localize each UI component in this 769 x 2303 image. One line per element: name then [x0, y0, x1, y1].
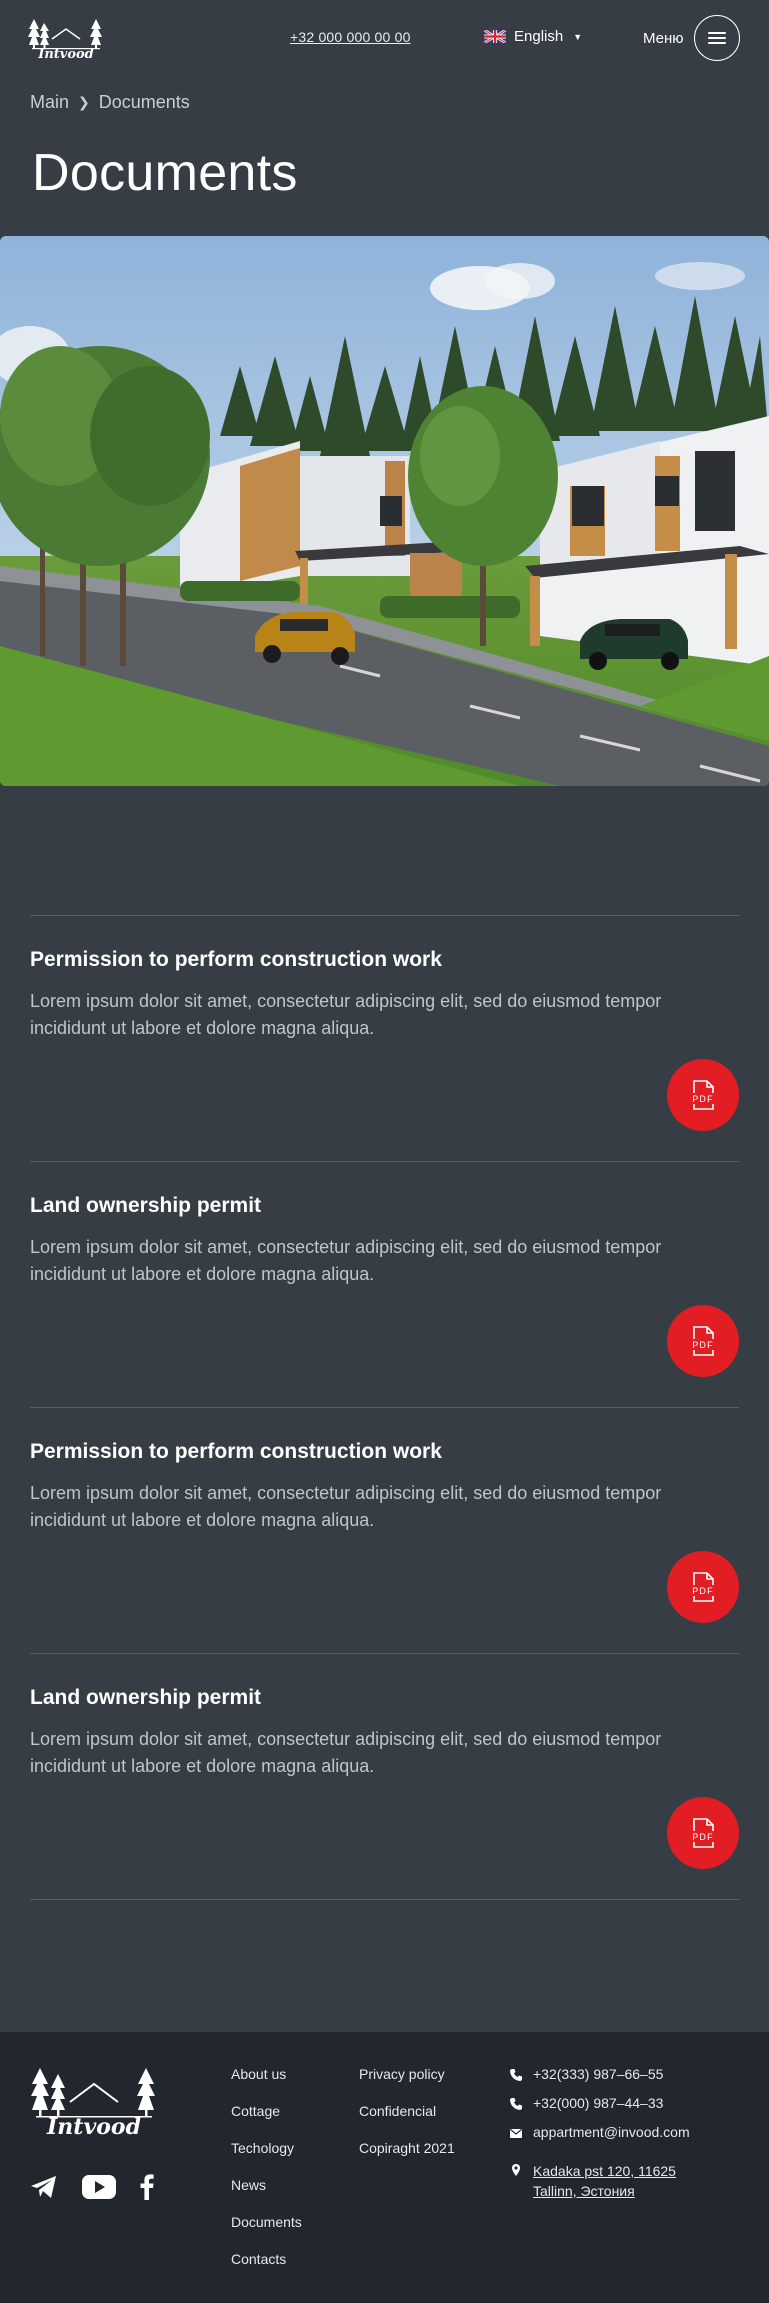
mail-icon	[509, 2126, 523, 2140]
contact-phone-2[interactable]	[509, 2095, 693, 2124]
caret-down-icon: ▼	[573, 31, 583, 42]
contact-email[interactable]	[509, 2124, 693, 2153]
contact-email-text: appartment@invood.com	[533, 2124, 690, 2140]
footer-copyright: Copiraght 2021	[359, 2140, 455, 2156]
footer-link-privacy-policy[interactable]: Privacy policy	[359, 2066, 445, 2082]
footer-link-contacts[interactable]: Contacts	[231, 2251, 287, 2267]
contact-address-text: Kadaka pst 120, 11625 Tallinn, Эстония	[533, 2163, 676, 2199]
svg-text:PDF: PDF	[692, 1340, 714, 1350]
footer-nav	[231, 2066, 302, 2288]
footer-link-technology[interactable]: Techology	[231, 2140, 295, 2156]
chevron-right-icon: ❯	[78, 94, 90, 110]
site-logo[interactable]	[28, 17, 104, 59]
site-header	[0, 0, 769, 78]
social-links	[30, 2174, 154, 2205]
svg-text:PDF: PDF	[692, 1586, 714, 1596]
footer-link-confidential[interactable]: Confidencial	[359, 2103, 437, 2119]
svg-text:PDF: PDF	[692, 1832, 714, 1842]
svg-text:PDF: PDF	[692, 1094, 714, 1104]
menu-button[interactable]	[694, 15, 740, 61]
divider	[30, 915, 739, 916]
contact-phone-1-text: +32(333) 987–66–55	[533, 2066, 664, 2082]
youtube-icon[interactable]	[82, 2175, 116, 2204]
pdf-file-icon	[686, 1078, 720, 1112]
footer-link-cottage[interactable]: Cottage	[231, 2103, 281, 2119]
menu-toggle[interactable]	[643, 15, 740, 61]
document-description: Lorem ipsum dolor sit amet, consectetur adipiscing elit, sed do eiusmod tempor incididunt ut labore et dolore magna aliqua.	[30, 991, 662, 1038]
document-description: Lorem ipsum dolor sit amet, consectetur adipiscing elit, sed do eiusmod tempor incididunt ut labore et dolore magna aliqua.	[30, 1483, 662, 1530]
pdf-download-button[interactable]	[667, 1551, 739, 1623]
pdf-download-button[interactable]	[667, 1059, 739, 1131]
logo-wordmark: Intvood	[38, 47, 94, 59]
document-title: Land ownership permit	[30, 1686, 262, 1709]
contact-address[interactable]	[509, 2161, 693, 2199]
location-pin-icon	[509, 2163, 523, 2177]
document-description: Lorem ipsum dolor sit amet, consectetur adipiscing elit, sed do eiusmod tempor incididunt ut labore et dolore magna aliqua.	[30, 1237, 662, 1284]
contact-phone-1[interactable]	[509, 2066, 693, 2095]
breadcrumb-current: Documents	[98, 92, 190, 112]
footer-logo-wordmark: Intvood	[47, 2114, 141, 2136]
document-title: Permission to perform construction work	[30, 948, 442, 971]
pdf-download-button[interactable]	[667, 1305, 739, 1377]
document-description: Lorem ipsum dolor sit amet, consectetur adipiscing elit, sed do eiusmod tempor incididunt ut labore et dolore magna aliqua.	[30, 1729, 662, 1776]
site-footer	[0, 2032, 769, 2303]
hero-image	[0, 236, 769, 786]
document-title: Permission to perform construction work	[30, 1440, 442, 1463]
divider	[30, 1899, 739, 1900]
footer-link-documents[interactable]: Documents	[231, 2214, 302, 2230]
footer-link-news[interactable]: News	[231, 2177, 267, 2193]
facebook-icon[interactable]	[140, 2174, 154, 2205]
footer-legal	[359, 2066, 455, 2177]
footer-link-about-us[interactable]: About us	[231, 2066, 287, 2082]
document-title: Land ownership permit	[30, 1194, 262, 1217]
footer-contacts	[509, 2066, 693, 2199]
divider	[30, 1653, 739, 1654]
page-title: Documents	[32, 144, 298, 202]
pdf-file-icon	[686, 1570, 720, 1604]
breadcrumb-main-link[interactable]: Main	[30, 92, 70, 112]
phone-icon	[509, 2097, 523, 2111]
logo-trees-icon	[28, 17, 104, 59]
footer-logo[interactable]	[30, 2066, 158, 2136]
hamburger-icon	[708, 32, 726, 44]
menu-label: Меню	[643, 29, 684, 47]
header-phone-link[interactable]: +32 000 000 00 00	[290, 29, 411, 45]
pdf-file-icon	[686, 1816, 720, 1850]
pdf-download-button[interactable]	[667, 1797, 739, 1869]
phone-icon	[509, 2068, 523, 2082]
language-selector[interactable]	[484, 28, 582, 45]
pdf-file-icon	[686, 1324, 720, 1358]
uk-flag-icon	[484, 30, 506, 43]
telegram-icon[interactable]	[30, 2175, 58, 2204]
logo-trees-icon	[30, 2066, 158, 2136]
language-label: English	[514, 28, 564, 45]
divider	[30, 1407, 739, 1408]
divider	[30, 1161, 739, 1162]
breadcrumb	[30, 92, 190, 113]
contact-phone-2-text: +32(000) 987–44–33	[533, 2095, 664, 2111]
